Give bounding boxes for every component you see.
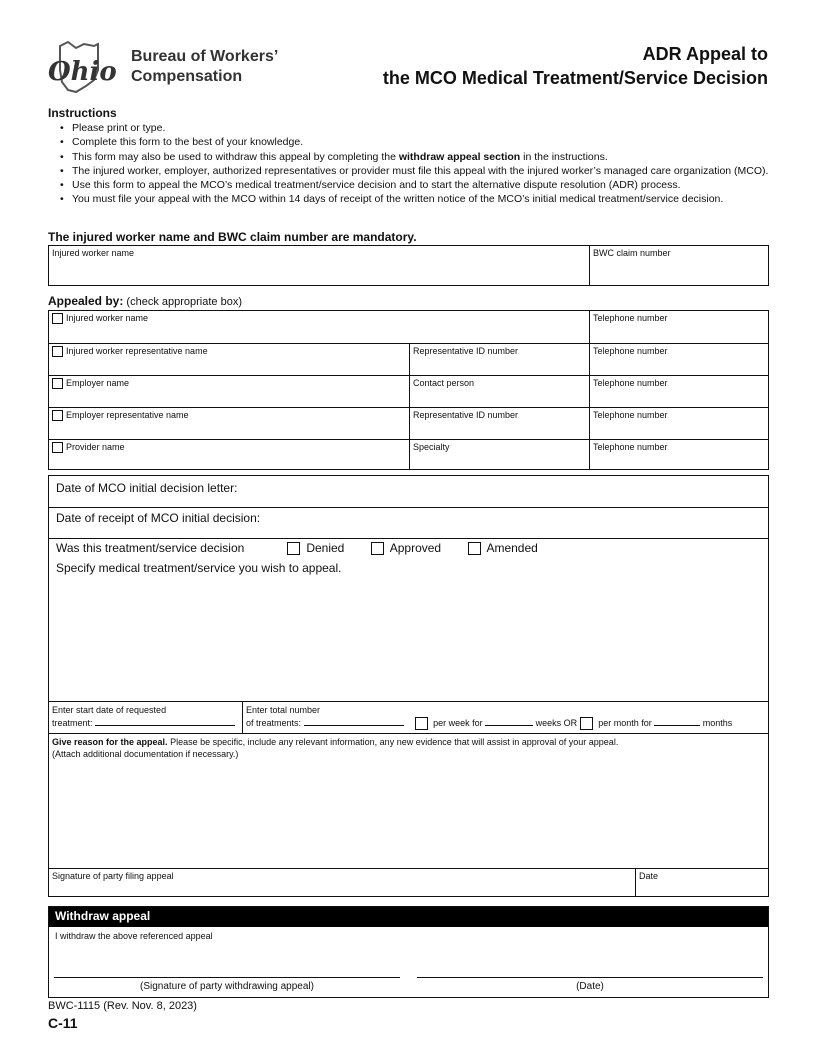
reason-field[interactable]: Give reason for the appeal. Please be specific, include any relevant information, any new evidence that will assist in approval of your appeal. (Attach additional documentation if necessary.) [52, 737, 619, 759]
appellant-provider[interactable]: Provider name [49, 440, 409, 469]
decision-block [48, 475, 769, 897]
agency-line-1: Bureau of Workers’ [131, 48, 279, 65]
checkbox-provider[interactable] [52, 442, 63, 453]
appellant-employer[interactable]: Employer name [49, 376, 409, 407]
instruction-item: • The injured worker, employer, authorized representatives or provider must file this appeal with the injured worker’s managed care organization (MCO). [58, 164, 778, 178]
signature-date-field[interactable]: Date [639, 871, 659, 881]
appellant-injured-worker[interactable]: Injured worker name [49, 311, 589, 343]
agency-line-2: Compensation [131, 68, 243, 85]
phone-field[interactable]: Telephone number [593, 378, 668, 388]
instruction-item: • Complete this form to the best of your knowledge. [58, 135, 778, 149]
checkbox-worker-rep[interactable] [52, 346, 63, 357]
withdraw-date-caption: (Date) [576, 981, 604, 992]
instructions-list [58, 121, 778, 207]
agency-name [131, 47, 278, 87]
form-title-line-1: ADR Appeal to [642, 44, 768, 64]
mandatory-note: The injured worker name and BWC claim number are mandatory. [48, 230, 417, 244]
form-code: C-11 [48, 1015, 78, 1031]
appellant-employer-rep[interactable]: Employer representative name [49, 408, 409, 439]
worker-name-field[interactable]: Injured worker name [52, 248, 135, 258]
checkbox-amended[interactable] [468, 542, 481, 555]
ohio-logo [46, 40, 128, 96]
instruction-item: • Please print or type. [58, 121, 778, 135]
months-input[interactable] [654, 716, 700, 726]
date-decision-letter-field[interactable]: Date of MCO initial decision letter: [56, 481, 238, 495]
option-approved[interactable]: Approved [371, 541, 441, 555]
rep-id-field[interactable]: Representative ID number [413, 346, 519, 356]
claim-number-field[interactable]: BWC claim number [593, 248, 671, 258]
signature-filing-field[interactable]: Signature of party filing appeal [52, 871, 174, 881]
total-treatments-row: Enter total number of treatments: per week for weeks OR per month for months [243, 702, 767, 732]
withdraw-date-line[interactable] [417, 977, 763, 978]
withdraw-signature-line[interactable] [54, 977, 400, 978]
rep-id-field[interactable]: Representative ID number [413, 410, 519, 420]
checkbox-employer-rep[interactable] [52, 410, 63, 421]
phone-field[interactable]: Telephone number [593, 410, 668, 420]
withdraw-statement: I withdraw the above referenced appeal [55, 931, 213, 941]
checkbox-injured-worker[interactable] [52, 313, 63, 324]
appealed-by-table [48, 310, 769, 470]
option-amended[interactable]: Amended [468, 541, 538, 555]
worker-claim-table [48, 245, 769, 286]
withdraw-signature-caption: (Signature of party withdrawing appeal) [140, 981, 314, 992]
appealed-by-heading: Appealed by: (check appropriate box) [48, 294, 242, 308]
instructions-heading: Instructions [48, 106, 117, 120]
form-number: BWC-1115 (Rev. Nov. 8, 2023) [48, 1000, 197, 1012]
instruction-item: • Use this form to appeal the MCO’s medical treatment/service decision and to start the alternative dispute resolution (ADR) process. [58, 178, 778, 192]
treatment-description-area[interactable]: Specify medical treatment/service you wish to appeal. [56, 561, 342, 575]
specialty-field[interactable]: Specialty [413, 442, 450, 452]
phone-field[interactable]: Telephone number [593, 313, 668, 323]
decision-type-row: Was this treatment/service decision Denied Approved Amended [56, 541, 538, 555]
logo-wordmark: Ohio [48, 57, 117, 87]
instruction-item-withdraw: • This form may also be used to withdraw this appeal by completing the withdraw appeal section in the instructions. [58, 150, 778, 164]
option-denied[interactable]: Denied [287, 541, 344, 555]
instruction-item: • You must file your appeal with the MCO within 14 days of receipt of the written notice of the MCO’s initial medical treatment/service decision. [58, 192, 778, 206]
weeks-input[interactable] [485, 716, 533, 726]
checkbox-denied[interactable] [287, 542, 300, 555]
form-title [383, 42, 768, 90]
checkbox-approved[interactable] [371, 542, 384, 555]
checkbox-per-month[interactable] [580, 717, 593, 730]
withdraw-section [48, 906, 769, 998]
withdraw-heading: Withdraw appeal [49, 907, 768, 927]
form-title-line-2: the MCO Medical Treatment/Service Decision [382, 68, 768, 88]
contact-person-field[interactable]: Contact person [413, 378, 475, 388]
checkbox-employer[interactable] [52, 378, 63, 389]
phone-field[interactable]: Telephone number [593, 346, 668, 356]
date-receipt-field[interactable]: Date of receipt of MCO initial decision: [56, 511, 261, 525]
appellant-worker-rep[interactable]: Injured worker representative name [49, 344, 409, 375]
checkbox-per-week[interactable] [415, 717, 428, 730]
start-date-field[interactable]: Enter start date of requested treatment: [49, 702, 242, 732]
total-treatments-input[interactable] [304, 716, 404, 726]
phone-field[interactable]: Telephone number [593, 442, 668, 452]
